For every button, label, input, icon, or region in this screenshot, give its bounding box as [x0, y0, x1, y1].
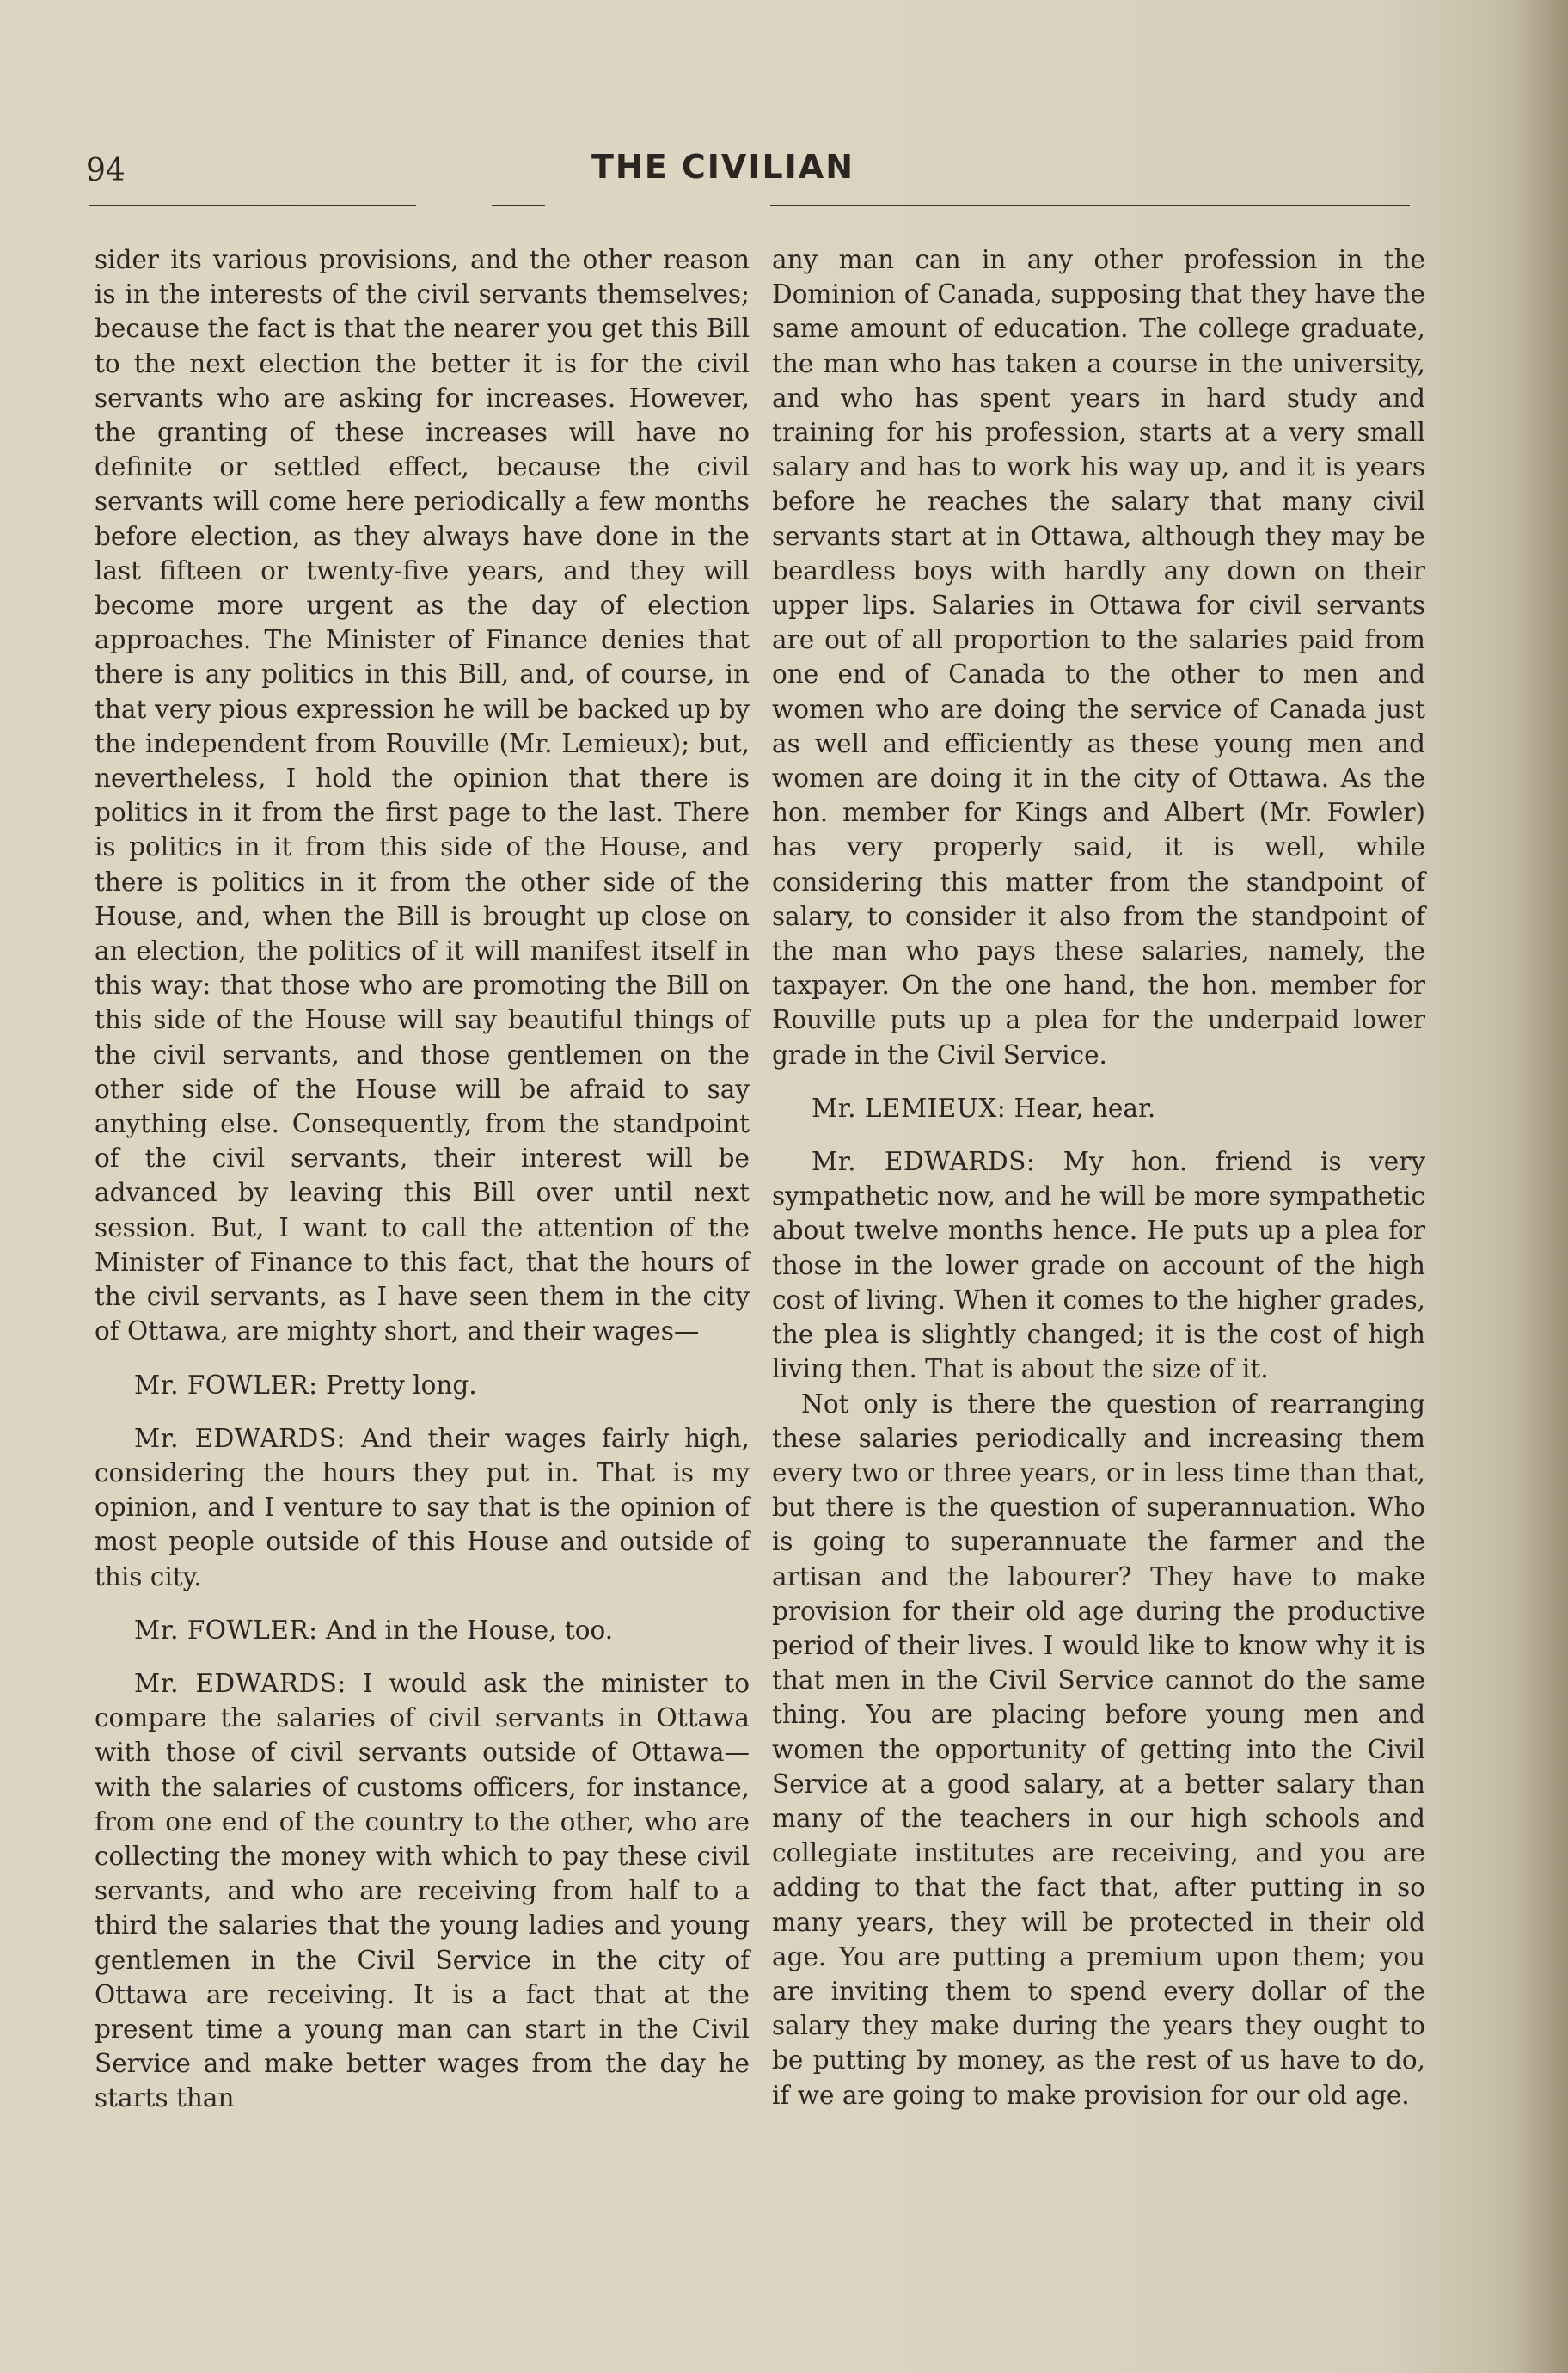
paragraph: Not only is there the question of rearranging these salaries periodically and increasing them every two or three years, or in less time than that, but there is the question of superannuation. Who is going to superannuate the farmer and the artisan and the labourer? They have to make provision for their old age during the productive period of their lives. I would like to know why it is that men in the Civil Service cannot do the same thing. You are placing before young men and women the opportunity of getting into the Civil Service at a good salary, at a better salary than many of the teachers in our high schools and collegiate institutes are receiving, and you are adding to that the fact that, after putting in so many years, they will be protected in their old age. You are putting a premium upon them; you are inviting them to spend every dollar of the salary they make during the years they ought to be putting by money, as the rest of us have to do, if we are going to make provision for our old age. — [772, 1389, 1425, 2110]
speech — [95, 1368, 750, 1402]
speech-text: Pretty long. — [325, 1370, 477, 1400]
speech-text: And their wages fairly high, considering the hours they put in. That is my opinion, and I venture to say that is the opinion of most people outside of this House and outside of this city. — [95, 1423, 750, 1591]
speaker-name: Mr. EDWARDS: — [134, 1668, 346, 1698]
left-column — [95, 242, 750, 2116]
speaker-name: Mr. FOWLER: — [134, 1370, 318, 1400]
paragraph: any man can in any other profession in the Dominion of Canada, supposing that they have the same amount of education. The college graduate, the man who has taken a course in the university, and who has spent years in hard study and training for his profession, starts at a very small salary and has to work his way up, and it is years before he reaches the salary that many civil servants start at in Ottawa, although they may be beardless boys with hardly any down on their upper lips. Salaries in Ottawa for civil servants are out of all proportion to the salaries paid from one end of Canada to the other to men and women who are doing the service of Canada just as well and efficiently as these young men and women are doing it in the city of Ottawa. As the hon. member for Kings and Albert (Mr. Fowler) has very properly said, it is well, while considering this matter from the standpoint of salary, to consider it also from the standpoint of the man who pays these salaries, namely, the taxpayer. On the one hand, the hon. member for Rouville puts up a plea for the underpaid lower grade in the Civil Service. — [772, 245, 1425, 1070]
speech — [772, 1144, 1425, 1386]
speech — [95, 1666, 750, 2116]
speech-text: And in the House, too. — [325, 1615, 614, 1645]
right-column — [772, 242, 1425, 2112]
speech — [95, 1613, 750, 1647]
speech — [772, 1091, 1425, 1125]
binding-shadow — [1516, 0, 1568, 2373]
speaker-name: Mr. EDWARDS: — [812, 1147, 1036, 1177]
paragraph: sider its various provisions, and the other reason is in the interests of the civil servants themselves; because the fact is that the nearer you get this Bill to the next election the better it is for the civil servants who are asking for increases. However, the granting of these increases will have no definite or settled effect, because the civil servants will come here periodically a few months before election, as they always have done in the last fifteen or twenty-five years, and they will become more urgent as the day of election approaches. The Minister of Finance denies that there is any politics in this Bill, and, of course, in that very pious expression he will be backed up by the independent from Rouville (Mr. Lemieux); but, nevertheless, I hold the opinion that there is politics in it from the first page to the last. There is politics in it from this side of the House, and there is politics in it from the other side of the House, and, when the Bill is brought up close on an election, the politics of it will manifest itself in this way: that those who are promoting the Bill on this side of the House will say beautiful things of the civil servants, and those gentlemen on the other side of the House will be afraid to say anything else. Consequently, from the standpoint of the civil servants, their interest will be advanced by leaving this Bill over until next session. But, I want to call the attention of the Minister of Finance to this fact, that the hours of the civil servants, as I have seen them in the city of Ottawa, are mighty short, and their wages— — [95, 245, 750, 1346]
page-title: THE CIVILIAN — [591, 148, 855, 186]
page-number: 94 — [86, 153, 126, 188]
speech-text: I would ask the minister to compare the salaries of civil servants in Ottawa with those of civil servants outside of Ottawa—with the salaries of customs officers, for instance, from one end of the country to the other, who are collecting the money with which to pay these civil servants, and who are receiving from half to a third the salaries that the young ladies and young gentlemen in the Civil Service in the city of Ottawa are receiving. It is a fact that at the present time a young man can start in the Civil Service and make better wages from the day he starts than — [95, 1668, 750, 2113]
speaker-name: Mr. FOWLER: — [134, 1615, 318, 1645]
header-rule-right — [770, 205, 1410, 206]
speech-text: Hear, hear. — [1014, 1093, 1156, 1123]
speaker-name: Mr. LEMIEUX: — [812, 1093, 1007, 1123]
speech-text: My hon. friend is very sympathetic now, and he will be more sympathetic about twelve months hence. He puts up a plea for those in the lower grade on account of the high cost of living. When it comes to the higher grades, the plea is slightly changed; it is the cost of high living then. That is about the size of it. — [772, 1147, 1425, 1384]
speaker-name: Mr. EDWARDS: — [134, 1423, 346, 1453]
header-rule-middle — [492, 205, 545, 206]
speech — [95, 1421, 750, 1594]
header-rule-left — [89, 205, 416, 206]
